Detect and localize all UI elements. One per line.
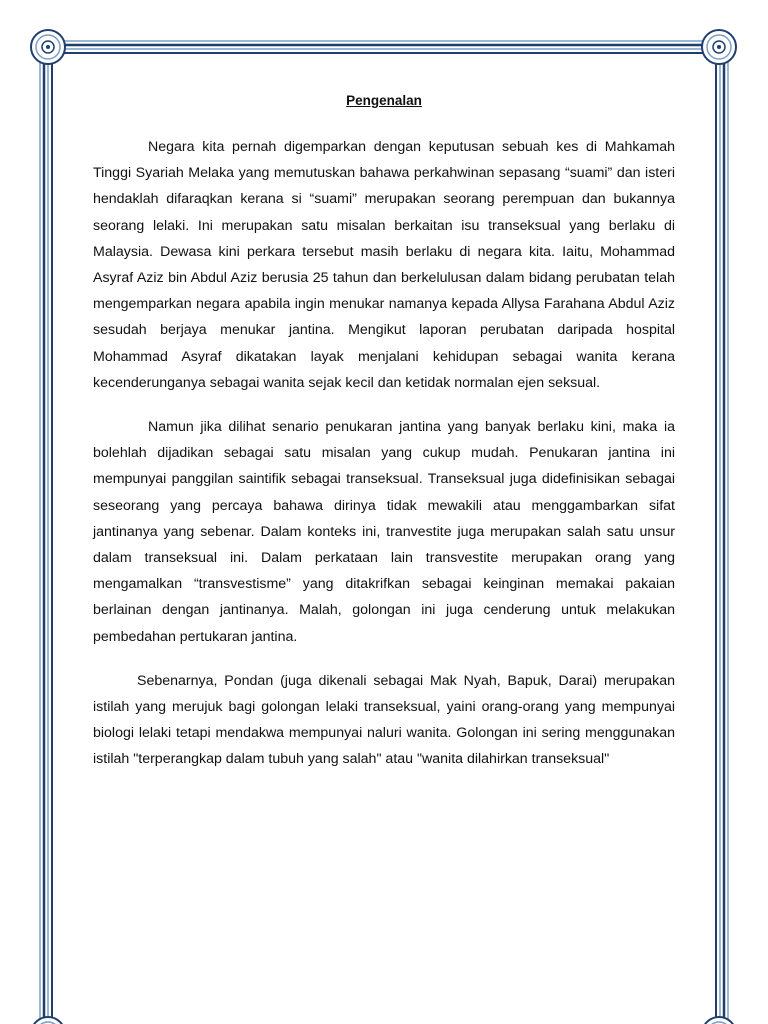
paragraph-2-text: Namun jika dilihat senario penukaran jantina yang banyak berlaku kini, maka ia bolehlah dijadikan sebagai satu misalan yang cukup mudah. Penukaran jantina ini mempunyai panggilan saintifik sebagai transeksual. Transeksual juga didefinisikan sebagai seseorang yang percaya bahawa dirinya tidak mewakili atau menggambarkan sifat jantinanya yang sebenar. Dalam konteks ini, tranvestite juga merupakan salah satu unsur dalam transeksual ini. Dalam perkataan lain transvestite merupakan orang yang mengamalkan “transvestisme” yang ditakrifkan sebagai keinginan memakai pakaian berlainan dengan jantinanya. Malah, golongan ini juga cenderung untuk melakukan pembedahan pertukaran jantina. [93, 419, 675, 645]
paragraph-1-text: Negara kita pernah digemparkan dengan keputusan sebuah kes di Mahkamah Tinggi Syariah Melaka yang memutuskan bahawa perkahwinan sepasang “suami” dan isteri hendaklah difaraqkan kerana si “suami” merupakan seorang perempuan dan bukannya seorang lelaki. Ini merupakan satu misalan berkaitan isu transeksual yang berlaku di Malaysia. Dewasa kini perkara tersebut masih berlaku di negara kita. Iaitu, Mohammad Asyraf Aziz bin Abdul Aziz berusia 25 tahun dan berkelulusan dalam bidang perubatan telah mengemparkan negara apabila ingin menukar namanya kepada Allysa Farahana Abdul Aziz sesudah berjaya menukar jantina. Mengikut laporan perubatan daripada hospital Mohammad Asyraf dikatakan layak menjalani kehidupan sebagai wanita kerana kecenderunganya sebagai wanita sejak kecil dan ketidak normalan ejen seksual. [93, 139, 675, 391]
corner-ornament-bottom-left [31, 1017, 65, 1024]
corner-ornament-top-right [702, 30, 736, 64]
paragraph-3 [93, 668, 675, 773]
top-border-rails [62, 41, 706, 53]
corner-ornament-top-left [31, 30, 65, 64]
paragraph-2 [93, 414, 675, 650]
right-border-rails [716, 62, 728, 1024]
document-title: Pengenalan [346, 93, 422, 108]
corner-ornament-bottom-right [702, 1017, 736, 1024]
document-body [93, 88, 675, 791]
left-border-rails [40, 62, 52, 1024]
paragraph-1 [93, 134, 675, 396]
paragraph-3-text: Sebenarnya, Pondan (juga dikenali sebagai Mak Nyah, Bapuk, Darai) merupakan istilah yang merujuk bagi golongan lelaki transeksual, yaini orang-orang yang mempunyai biologi lelaki tetapi mendakwa mempunyai naluri wanita. Golongan ini sering menggunakan istilah "terperangkap dalam tubuh yang salah" atau "wanita dilahirkan transeksual" [93, 672, 675, 768]
